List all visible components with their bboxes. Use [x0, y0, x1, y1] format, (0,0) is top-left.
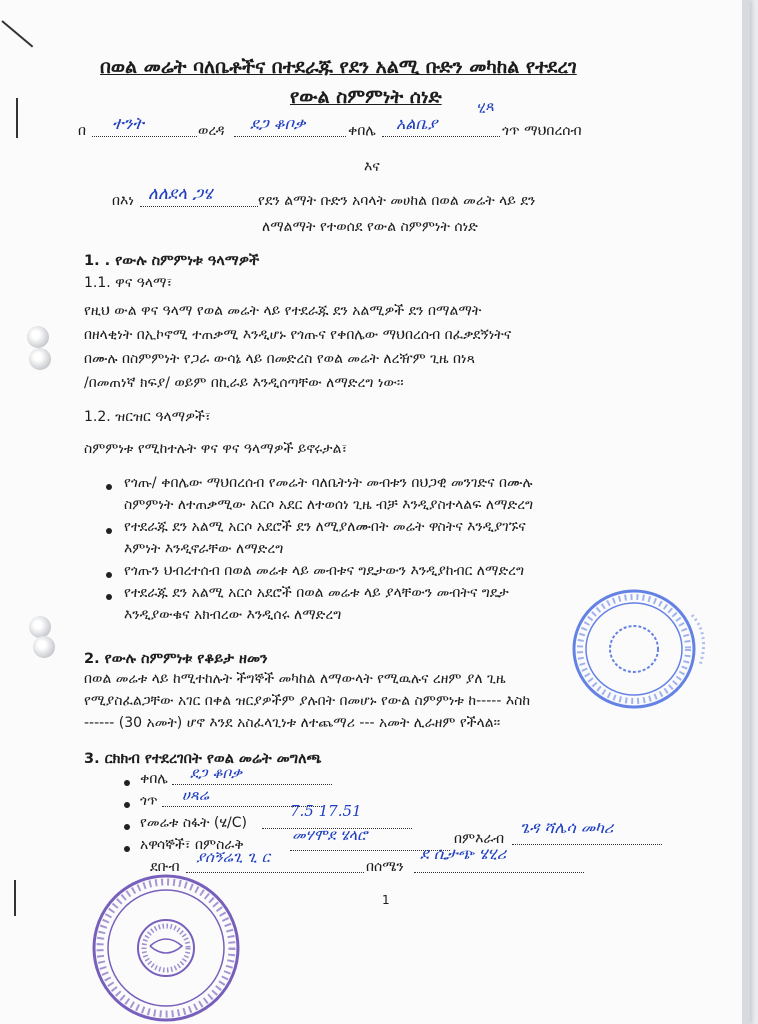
- borders-north-label: በሰሜን: [366, 859, 404, 875]
- borders-east-label: አዋሳኞች፣ በምስራቅ: [140, 837, 244, 853]
- page-edge: [742, 0, 750, 1024]
- blank-line: [414, 872, 584, 873]
- punch-hole-icon: [33, 636, 55, 658]
- handwritten-land-got: ሀጻሬ: [182, 786, 209, 804]
- handwritten-land-area: 7.5 17.51: [290, 802, 362, 820]
- section1-para-line: የዚህ ውል ዋና ዓላማ የወል መሬት ላይ የተደራጁ ደን አልሚዎች ደን በማልማት: [84, 303, 482, 319]
- land-got-label: ጎጥ: [140, 793, 158, 809]
- blank-line: [234, 136, 346, 137]
- got-community-label: ጎጥ ማህበረሰብ: [502, 123, 582, 139]
- blank-line: [186, 872, 364, 873]
- parties-line3-text: ለማልማት የተወሰደ የውል ስምምነት ሰነድ: [262, 219, 478, 235]
- kebele-label: ቀበሌ: [348, 123, 376, 139]
- section2-heading: 2. የውሉ ስምምነቱ የቆይታ ዘመን: [84, 651, 268, 667]
- objective-item: ስምምነት ለተጠቃሚው አርሶ አደር ለተወሰነ ጊዜ ብቻ እንዲያስተላልፍ ለማድረግ: [124, 497, 534, 513]
- section1-sub1: 1.1. ዋና ዓላማ፣: [84, 275, 173, 291]
- and-conjunction: እና: [364, 159, 380, 175]
- document-title-line1: በወል መሬት ባለቤቶችና በተደራጁ የደን አልሚ ቡድን መካከል የተደረገ: [100, 56, 577, 78]
- objective-item: የተደራጁ ደን አልሚ አርሶ አደሮች በወል መሬቱ ላይ ያላቸውን መብትና ግዴታ: [124, 585, 509, 601]
- handwritten-border-north: ደ ሲታጭ ሄሂሪ: [420, 844, 507, 863]
- blank-line: [382, 136, 500, 137]
- borders-south-label: ደቡብ: [150, 859, 180, 875]
- bullet-dot: [124, 802, 130, 808]
- borders-west-label: በምእራብ: [454, 831, 505, 847]
- punch-hole-icon: [29, 348, 51, 370]
- blank-line: [92, 136, 197, 137]
- parties-line2-text: የደን ልማት ቡድን አባላት መሀከል በወል መሬት ላይ ደን: [258, 193, 536, 209]
- objective-item: እምነት እንዲኖራቸው ለማድረግ: [124, 541, 284, 557]
- section1-para-line: /በመጠነኛ ክፍያ/ ወይም በኪራይ እንዲሰጣቸው ለማድረግ ነው፡፡: [84, 375, 404, 391]
- section1-para-line: በዘላቂነት በኢኮኖሚ ተጠቃሚ እንዲሆኑ የጎጡና የቀበሌው ማህበረሰብ በፈቃደኝነትና: [84, 327, 512, 343]
- land-kebele-label: ቀበሌ: [140, 771, 168, 787]
- parties-prefix: በ: [78, 123, 87, 139]
- section1-intro: ስምምነቱ የሚከተሉት ዋና ዋና ዓላማዎች ይኖሩታል፣: [84, 441, 348, 457]
- document-title-line2: የውል ስምምነት ሰነድ: [290, 86, 442, 108]
- margin-mark: [16, 98, 18, 138]
- blank-line: [512, 844, 662, 845]
- punch-hole-icon: [27, 326, 49, 348]
- parties-line2-prefix: በእነ: [112, 193, 134, 209]
- handwritten-border-south: ያሰኝሬጊ ጊ ር: [196, 848, 270, 866]
- land-area-label: የመሬቱ ስፋት (ሄ/C): [140, 815, 247, 831]
- handwritten-zone: ተንት: [112, 114, 144, 134]
- bullet-dot: [106, 528, 112, 534]
- handwritten-land-kebele: ደጋ ቆቦቃ: [190, 764, 243, 782]
- bullet-dot: [124, 780, 130, 786]
- bullet-dot: [106, 572, 112, 578]
- stamp-seal-icon: [568, 585, 726, 715]
- blank-line: [140, 206, 258, 207]
- objective-item: የጎጡ/ ቀበሌው ማህበረሰብ የመሬት ባለቤትነት መብቱን በህጋዊ መንገድና በሙሉ: [124, 475, 533, 491]
- stamp-seal-icon: [88, 868, 248, 1024]
- objective-item: እንዲያውቁና አክብረው እንዲሰሩ ለማድረግ: [124, 607, 342, 623]
- handwritten-kebele: አልቤያ: [396, 114, 438, 133]
- page-number: 1: [382, 893, 390, 907]
- handwritten-border-east: መሃሞደ ሄላሮ: [292, 826, 368, 844]
- corner-fold-mark: [1, 20, 33, 47]
- section1-sub2: 1.2. ዝርዝር ዓላማዎች፣: [84, 409, 211, 425]
- section3-heading: 3. ርክክብ የተደረገበት የወል መሬት መግለጫ: [84, 751, 322, 767]
- objective-item: የተደራጁ ደን አልሚ አርሶ አደሮች ደን ለሚያለሙበት መሬት ዋስትና እንዲያገኙና: [124, 519, 526, 535]
- bullet-dot: [106, 594, 112, 600]
- section1-heading: 1. . የውሉ ስምምነቱ ዓላማዎች: [84, 253, 260, 269]
- handwritten-got-note: ሂጻ: [474, 96, 495, 118]
- bullet-dot: [124, 846, 130, 852]
- section2-para-line: በወል መሬቱ ላይ ከሚተከሉት ችግኞች መካከል ለማውላት የሚዉሉና ረዘም ያለ ጊዜ: [84, 671, 506, 687]
- handwritten-border-west: ጌዳ ሻሌሳ መካሪ: [520, 818, 614, 837]
- handwritten-woreda: ደጋ ቆቦቃ: [250, 114, 306, 133]
- section2-para-line: ------ (30 አመት) ሆኖ እንደ አስፈላጊነቱ ለተጨማሪ --- አመት ሊራዘም የችላል፡፡: [84, 715, 501, 731]
- section1-para-line: በሙሉ በስምምነት የጋራ ውሳኔ ላይ በመድረስ የወል መሬት ለረዥም ጊዜ በነጻ: [84, 351, 476, 367]
- bullet-dot: [106, 484, 112, 490]
- bullet-dot: [124, 824, 130, 830]
- blank-line: [172, 784, 332, 785]
- margin-mark: [14, 880, 16, 916]
- woreda-label: ወረዳ: [198, 123, 225, 139]
- objective-item: የጎጡን ህብረተሰብ በወል መሬቱ ላይ መብቱና ግዴታውን እንዲያከብር ለማድረግ: [124, 563, 525, 579]
- handwritten-group-leader: ለለደላ ጋሄ: [148, 184, 213, 204]
- punch-hole-icon: [29, 616, 51, 638]
- section2-para-line: የሚያስፈልጋቸው አገር በቀል ዝርያዎችም ያሉበት በመሆኑ የውል ስምምነቱ ከ----- እስከ: [84, 693, 531, 709]
